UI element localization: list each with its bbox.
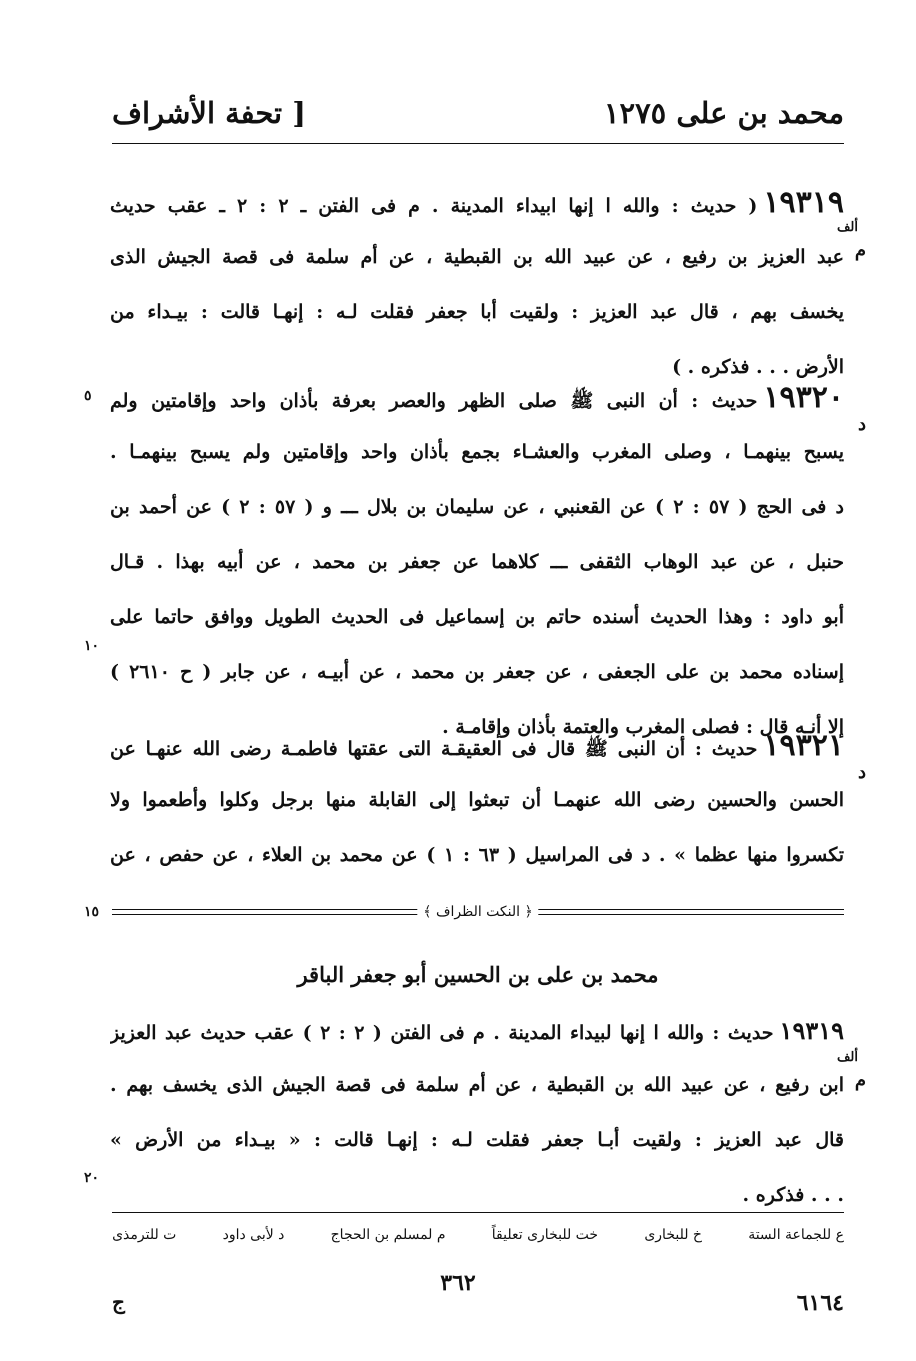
siglum: م: [854, 1070, 866, 1091]
abbrev: ع للجماعة الستة: [748, 1227, 844, 1243]
abbrev: خ للبخارى: [644, 1227, 702, 1243]
entry-number: ١٩٣١٩: [779, 1016, 844, 1045]
entry-line: إلا أنـه قال : فصلى المغرب والعتمة بأذان وإقامـة .: [442, 716, 844, 738]
entry-number: ١٩٣١٩: [763, 185, 844, 220]
entry-first-line: ١٩٣١٩( حديث : والله ا إنها ابيداء المدينة . م فى الفتن ـ ٢ : ٢ ـ عقب حديث: [110, 185, 844, 220]
entry-first-line: ١٩٣١٩حديث : والله ا إنها لبيداء المدينة . م فى الفتن ( ٢ : ٢ ) عقب حديث عبد العزيز: [110, 1016, 844, 1045]
entry-line: . . . فذكره .: [742, 1184, 844, 1206]
entry-line: حنبل ، عن عبد الوهاب الثقفى ـــ كلاهما عن جعفر بن محمد ، عن أبيه بهذا . قـال: [110, 551, 844, 573]
entry-line: أبو داود : وهذا الحديث أسنده حاتم بن إسماعيل فى الحديث الطويل ووافق حاتما على: [110, 606, 844, 628]
abbrev: د لأبى داود: [222, 1227, 285, 1243]
entry-19321: [110, 718, 844, 883]
entry-code: ٦١٦٤: [796, 1290, 844, 1316]
entry-line: ابن رفيع ، عن عبيد الله بن القبطية ، عن أم سلمة فى قصة الجيش الذى يخسف بهم .: [110, 1074, 844, 1096]
entry-number: ١٩٣٢٠: [763, 380, 844, 415]
entry-19320: [110, 370, 844, 755]
entry-line: قال عبد العزيز : ولقيت أبـا جعفر فقلت لـه : إنهـا قالت : « بيـداء من الأرض »: [110, 1129, 844, 1151]
entry-line: الحسن والحسين رضى الله عنهمـا أن تبعثوا إلى القابلة منها برجل وكلوا وأطعموا ولا: [110, 789, 844, 811]
running-title-left: [ تحفة الأشراف: [112, 96, 306, 130]
entry-line: عبد العزيز بن رفيع ، عن عبيد الله بن القبطية ، عن أم سلمة فى قصة الجيش الذى: [110, 246, 844, 268]
line-number: ١٠: [84, 638, 100, 654]
running-title-right: محمد بن على ١٢٧٥: [603, 96, 844, 130]
nukat-entry: [110, 1003, 844, 1223]
entry-first-line: ١٩٣٢٠حديث : أن النبى ﷺ صلى الظهر والعصر بعرفة بأذان واحد وإقامتين ولم: [110, 380, 844, 415]
entry-number: ١٩٣٢١: [763, 728, 844, 763]
nukat-divider: [112, 899, 844, 929]
line-number: ٥: [84, 388, 92, 404]
entry-line: تكسروا منها عظما » . د فى المراسيل ( ٦٣ : ١ ) عن محمد بن العلاء ، عن حفص ، عن: [110, 844, 844, 866]
divider-caption: ﴿ النكت الظراف ﴾: [417, 899, 538, 925]
nukat-heading: محمد بن على بن الحسين أبو جعفر الباقر: [297, 962, 659, 987]
abbrev: ت للترمذى: [112, 1227, 177, 1243]
page-number: ٣٦٢: [440, 1270, 476, 1296]
line-number: ١٥: [84, 904, 100, 920]
siglum: م: [854, 240, 866, 261]
entry-line: يسبح بينهمـا ، وصلى المغرب والعشـاء بجمع بأذان واحد وإقامتين ولم يسبح بينهمـا .: [110, 441, 844, 463]
entry-line: يخسف بهم ، قال عبد العزيز : ولقيت أبا جعفر فقلت لـه : إنهـا قالت : بيـداء من: [110, 301, 844, 323]
volume-mark: ج: [112, 1290, 125, 1314]
line-number: ٢٠: [84, 1170, 100, 1186]
siglum: د: [857, 414, 866, 435]
footnote-rule: [112, 1212, 844, 1213]
abbreviations-footnote: [112, 1227, 844, 1243]
entry-line: إسناده محمد بن على الجعفى ، عن جعفر بن محمد ، عن أبيـه ، عن جابر ( ح ٢٦١٠ ): [110, 661, 844, 683]
entry-19319: [110, 175, 844, 395]
abbrev: م لمسلم بن الحجاج: [330, 1227, 446, 1243]
entry-line: د فى الحج ( ٥٧ : ٢ ) عن القعنبي ، عن سليمان بن بلال ـــ و ( ٥٧ : ٢ ) عن أحمد بن: [110, 496, 844, 518]
entry-first-line: ١٩٣٢١حديث : أن النبى ﷺ قال فى العقيقـة التى عقتها فاطمـة رضى الله عنهـا عن: [110, 728, 844, 763]
entry-line: الأرض . . . فذكره . ): [672, 356, 844, 378]
abbrev: خت للبخارى تعليقاً: [491, 1227, 599, 1243]
siglum-note: ألف: [836, 220, 858, 235]
siglum: د: [857, 762, 866, 783]
header-rule: [112, 143, 844, 144]
siglum-note: ألف: [836, 1050, 858, 1065]
